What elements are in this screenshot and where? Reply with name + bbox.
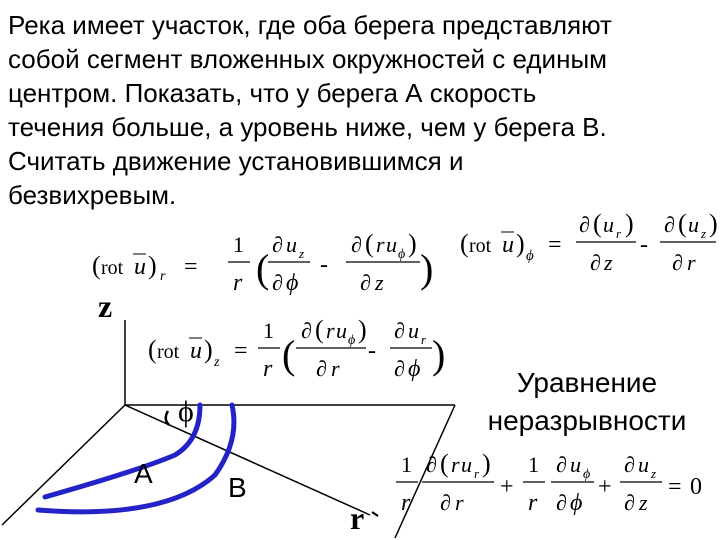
partial-sign: ∂	[272, 270, 283, 295]
partial-sign: ∂	[360, 270, 371, 295]
partial-sign: ∂	[556, 452, 567, 477]
u-symbol: u	[190, 338, 202, 364]
bank-a-label: A	[134, 458, 153, 489]
continuity-title	[462, 364, 712, 440]
paren: )	[204, 335, 213, 364]
plus-sign: +	[500, 474, 514, 500]
r-symbol: r	[263, 356, 273, 382]
partial-sign: ∂	[426, 452, 437, 477]
subscript-r: r	[616, 226, 622, 241]
minus-sign: -	[368, 338, 376, 364]
axis-z-label: z	[98, 288, 113, 324]
bracket: (	[282, 332, 296, 377]
partial-sign: ∂	[301, 318, 312, 343]
equals-sign: =	[548, 232, 562, 258]
bracket: )	[432, 332, 446, 377]
rot-label: rot	[469, 235, 492, 257]
coordinate-axes	[2, 320, 455, 538]
paren: )	[625, 209, 634, 238]
partial-sign: ∂	[664, 212, 675, 237]
problem-line: Считать движение установившимся и	[8, 146, 464, 176]
r-symbol: r	[326, 318, 335, 343]
equals-sign: =	[184, 254, 198, 280]
formula-continuity	[396, 449, 702, 516]
partial-sign: ∂	[440, 490, 451, 515]
u-symbol: u	[603, 212, 614, 237]
plus-sign: +	[598, 474, 612, 500]
u-symbol: u	[502, 232, 514, 258]
partial-sign: ∂	[394, 318, 405, 343]
subscript-z: z	[701, 226, 707, 241]
problem-line: безвихревым.	[8, 180, 177, 210]
one: 1	[233, 232, 244, 257]
minus-sign: -	[640, 232, 648, 258]
partial-sign: ∂	[556, 490, 567, 515]
subscript-z: z	[651, 466, 657, 481]
partial-sign: ∂	[590, 250, 601, 275]
equals-sign: =	[234, 338, 248, 364]
u-symbol: u	[688, 212, 699, 237]
problem-line: собой сегмент вложенных окружностей с единым	[8, 44, 608, 74]
z-symbol: z	[604, 250, 613, 275]
bracket: )	[420, 246, 434, 291]
one: 1	[263, 318, 274, 343]
subscript-r: r	[421, 332, 427, 347]
x-axis-left	[2, 405, 125, 525]
one: 1	[528, 452, 539, 477]
phi-symbol: ϕ	[408, 356, 421, 382]
angle-mark	[166, 411, 169, 425]
partial-sign: ∂	[672, 250, 683, 275]
paren: )	[148, 251, 157, 280]
problem-line: течения больше, а уровень ниже, чем у берега В.	[8, 112, 607, 142]
paren: (	[365, 229, 374, 258]
r-axis-tick	[372, 512, 378, 516]
r-symbol: r	[376, 232, 385, 257]
r-symbol: r	[331, 356, 340, 381]
paren: )	[516, 229, 525, 258]
paren: (	[593, 209, 602, 238]
u-symbol: u	[386, 232, 397, 257]
u-symbol: u	[461, 452, 472, 477]
r-symbol: r	[455, 490, 464, 515]
phi-symbol: ϕ	[570, 490, 583, 516]
subscript-r: r	[474, 466, 480, 481]
bracket: (	[256, 246, 270, 291]
paren: (	[92, 251, 101, 280]
partial-sign: ∂	[272, 232, 283, 257]
paren: (	[678, 209, 687, 238]
problem-line: Река имеет участок, где оба берега представляют	[8, 10, 612, 40]
subscript-z: z	[214, 355, 220, 370]
equals-sign: =	[668, 474, 682, 500]
rot-label: rot	[157, 341, 180, 363]
subscript-z: z	[299, 246, 305, 261]
partial-sign: ∂	[394, 356, 405, 381]
minus-sign: -	[320, 252, 328, 278]
subscript-phi: ϕ	[398, 247, 406, 262]
partial-sign: ∂	[316, 356, 327, 381]
rot-label: rot	[101, 257, 124, 279]
u-symbol: u	[570, 452, 581, 477]
subscript-phi: ϕ	[348, 333, 356, 348]
one: 1	[401, 452, 412, 477]
partial-sign: ∂	[579, 212, 590, 237]
problem-line: центром. Показать, что у берега А скорость	[8, 78, 537, 108]
partial-sign: ∂	[351, 232, 362, 257]
formula-rot-r	[92, 229, 433, 296]
r-symbol: r	[233, 270, 243, 296]
u-symbol: u	[286, 232, 297, 257]
bank-a-arc	[45, 405, 200, 497]
z-symbol: z	[639, 490, 648, 515]
u-symbol: u	[134, 254, 146, 280]
paren: (	[148, 335, 157, 364]
subscript-r: r	[160, 269, 166, 284]
paren: )	[709, 209, 718, 238]
bank-b-label: B	[228, 472, 247, 503]
r-symbol: r	[687, 250, 696, 275]
formula-rot-phi	[460, 209, 718, 275]
continuity-title-line1: Уравнение	[516, 367, 658, 398]
partial-sign: ∂	[624, 452, 635, 477]
u-symbol: u	[336, 318, 347, 343]
paren: )	[408, 229, 417, 258]
r-symbol: r	[401, 490, 411, 516]
axis-r-label: r	[350, 500, 365, 536]
paren: )	[482, 449, 491, 478]
paren: (	[315, 315, 324, 344]
phi-symbol: ϕ	[286, 270, 299, 296]
angle-phi-label: ϕ	[178, 395, 194, 428]
u-symbol: u	[408, 318, 419, 343]
paren: (	[460, 229, 469, 258]
subscript-phi: ϕ	[583, 467, 591, 482]
z-symbol: z	[375, 270, 384, 295]
r-symbol: r	[451, 452, 460, 477]
subscript-phi: ϕ	[526, 248, 534, 264]
continuity-title-line2: неразрывности	[487, 405, 687, 436]
zero: 0	[690, 474, 702, 500]
paren: (	[440, 449, 449, 478]
paren: )	[358, 315, 367, 344]
r-symbol: r	[528, 490, 538, 516]
formula-rot-z	[148, 315, 445, 382]
u-symbol: u	[638, 452, 649, 477]
partial-sign: ∂	[624, 490, 635, 515]
